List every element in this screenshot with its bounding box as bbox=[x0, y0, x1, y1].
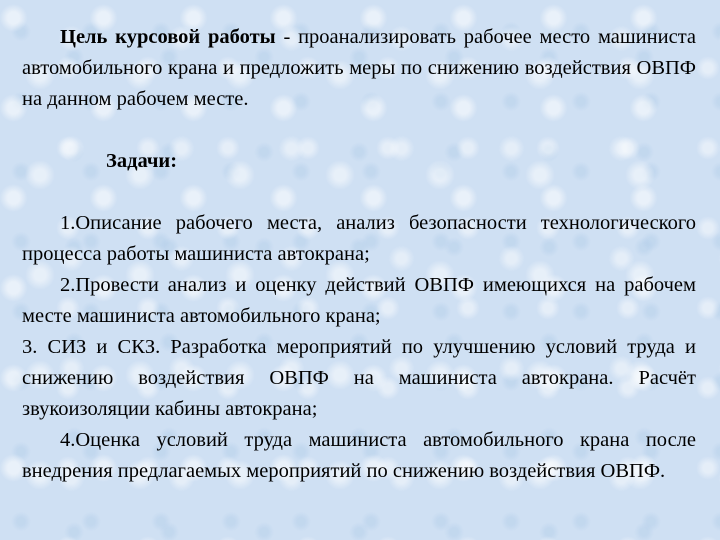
task-item-1: 1.Описание рабочего места, анализ безопасности технологического процесса работы машиниста автокрана; bbox=[22, 212, 696, 265]
task-item-2: 2.Провести анализ и оценку действий ОВПФ имеющихся на рабочем месте машиниста автомобильного крана; bbox=[22, 274, 696, 327]
goal-paragraph bbox=[22, 22, 696, 115]
task-item-4: 4.Оценка условий труда машиниста автомобильного крана после внедрения предлагаемых мероприятий по снижению воздействия ОВПФ. bbox=[22, 429, 696, 482]
goal-text: - проанализировать рабочее место машиниста автомобильного крана и предложить меры по снижению воздействия ОВПФ на данном рабочем месте. bbox=[22, 26, 696, 110]
goal-label: Цель курсовой работы bbox=[60, 26, 276, 48]
slide-content bbox=[22, 22, 696, 487]
task-item-3: 3. СИЗ и СКЗ. Разработка мероприятий по улучшению условий труда и снижению воздействия ОВПФ на машиниста автокрана. Расчёт звукоизоляции кабины автокрана; bbox=[22, 336, 696, 420]
spacer bbox=[22, 115, 696, 146]
tasks-heading: Задачи: bbox=[106, 150, 178, 172]
spacer bbox=[22, 177, 696, 208]
